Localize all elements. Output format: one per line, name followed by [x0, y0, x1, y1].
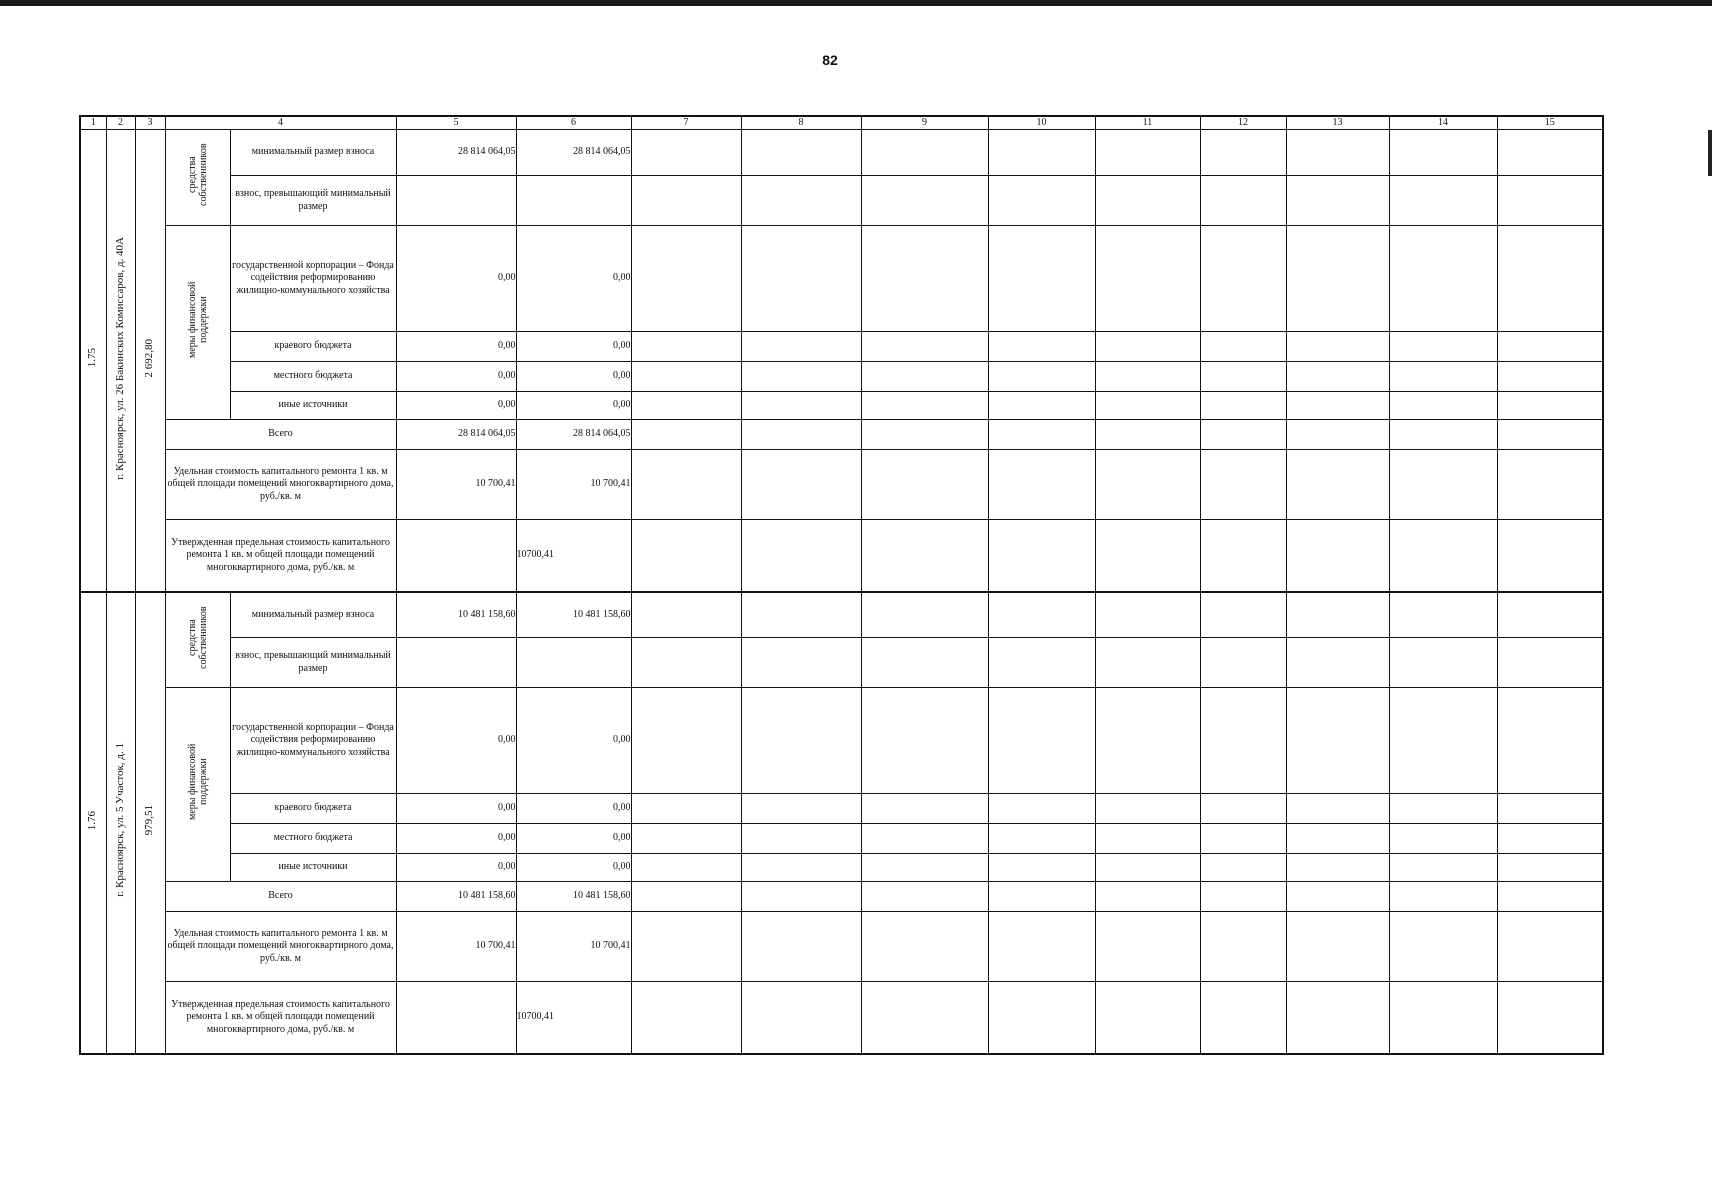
empty-cell [861, 226, 988, 332]
empty-cell [1200, 982, 1286, 1054]
empty-cell [1200, 332, 1286, 362]
empty-cell [741, 362, 861, 392]
value-col6: 10 481 158,60 [516, 592, 631, 638]
table-row [80, 332, 1603, 362]
empty-cell [988, 854, 1095, 882]
empty-cell [631, 638, 741, 688]
value-col6: 0,00 [516, 362, 631, 392]
empty-cell [631, 332, 741, 362]
table-row [80, 854, 1603, 882]
empty-cell [1200, 638, 1286, 688]
over-min-label: взнос, превышающий минимальный размер [230, 638, 396, 688]
empty-cell [1095, 450, 1200, 520]
empty-cell [1497, 638, 1603, 688]
support-group-cell [165, 688, 230, 882]
row-number: 1.75 [86, 348, 99, 368]
empty-cell [1286, 592, 1389, 638]
col-header: 2 [106, 116, 135, 130]
value-col6: 10700,41 [516, 520, 631, 592]
empty-cell [1286, 392, 1389, 420]
local-label: местного бюджета [230, 362, 396, 392]
empty-cell [988, 982, 1095, 1054]
value-col5: 0,00 [396, 362, 516, 392]
empty-cell [1497, 450, 1603, 520]
value-col5: 0,00 [396, 854, 516, 882]
empty-cell [1286, 362, 1389, 392]
support-group-label: меры финансовой поддержки [186, 744, 209, 821]
min-contribution-label: минимальный размер взноса [230, 130, 396, 176]
empty-cell [631, 854, 741, 882]
area-cell [135, 130, 165, 592]
empty-cell [861, 688, 988, 794]
value-col6: 0,00 [516, 824, 631, 854]
owners-group-label: средства собственников [186, 606, 209, 669]
empty-cell [988, 688, 1095, 794]
value-col6: 0,00 [516, 794, 631, 824]
empty-cell [1200, 854, 1286, 882]
empty-cell [1200, 226, 1286, 332]
unit-cost-label: Удельная стоимость капитального ремонта 1 кв. м общей площади помещений многоквартирного дома, руб./кв. м [165, 912, 396, 982]
value-col6: 10 700,41 [516, 450, 631, 520]
empty-cell [861, 794, 988, 824]
empty-cell [1286, 420, 1389, 450]
support-group-cell [165, 226, 230, 420]
table-row [80, 882, 1603, 912]
empty-cell [1095, 392, 1200, 420]
empty-cell [1497, 824, 1603, 854]
empty-cell [1286, 824, 1389, 854]
empty-cell [1389, 226, 1497, 332]
value-col6 [516, 638, 631, 688]
value-col5: 0,00 [396, 392, 516, 420]
value-col5: 10 700,41 [396, 912, 516, 982]
empty-cell [861, 392, 988, 420]
value-col5: 10 481 158,60 [396, 882, 516, 912]
column-number-row [80, 116, 1603, 130]
empty-cell [1095, 332, 1200, 362]
empty-cell [1095, 420, 1200, 450]
empty-cell [1389, 420, 1497, 450]
other-label: иные источники [230, 392, 396, 420]
empty-cell [1095, 130, 1200, 176]
empty-cell [1095, 882, 1200, 912]
empty-cell [741, 982, 861, 1054]
empty-cell [861, 176, 988, 226]
empty-cell [1286, 226, 1389, 332]
value-col6: 0,00 [516, 854, 631, 882]
empty-cell [1286, 982, 1389, 1054]
empty-cell [631, 392, 741, 420]
value-col6: 28 814 064,05 [516, 420, 631, 450]
empty-cell [1200, 912, 1286, 982]
empty-cell [1286, 854, 1389, 882]
col-header: 1 [80, 116, 106, 130]
empty-cell [741, 450, 861, 520]
block-2 [80, 592, 1603, 1054]
table-row [80, 592, 1603, 638]
empty-cell [631, 130, 741, 176]
empty-cell [1200, 176, 1286, 226]
empty-cell [1200, 592, 1286, 638]
empty-cell [1200, 450, 1286, 520]
empty-cell [1200, 882, 1286, 912]
empty-cell [1389, 130, 1497, 176]
row-number-cell [80, 592, 106, 1054]
unit-cost-label: Удельная стоимость капитального ремонта 1 кв. м общей площади помещений многоквартирного дома, руб./кв. м [165, 450, 396, 520]
table-row [80, 794, 1603, 824]
empty-cell [741, 392, 861, 420]
empty-cell [988, 420, 1095, 450]
empty-cell [1286, 912, 1389, 982]
table-row [80, 982, 1603, 1054]
empty-cell [1497, 520, 1603, 592]
empty-cell [1389, 176, 1497, 226]
empty-cell [1286, 688, 1389, 794]
empty-cell [741, 824, 861, 854]
other-label: иные источники [230, 854, 396, 882]
empty-cell [1497, 982, 1603, 1054]
value-col6: 10 700,41 [516, 912, 631, 982]
empty-cell [861, 520, 988, 592]
table-row [80, 450, 1603, 520]
empty-cell [861, 912, 988, 982]
empty-cell [1200, 688, 1286, 794]
col-header: 6 [516, 116, 631, 130]
empty-cell [741, 882, 861, 912]
empty-cell [741, 912, 861, 982]
empty-cell [631, 420, 741, 450]
empty-cell [861, 332, 988, 362]
area-cell [135, 592, 165, 1054]
col-header: 10 [988, 116, 1095, 130]
empty-cell [631, 912, 741, 982]
empty-cell [1497, 176, 1603, 226]
empty-cell [741, 226, 861, 332]
empty-cell [631, 824, 741, 854]
empty-cell [631, 176, 741, 226]
area-value: 979,51 [143, 805, 156, 836]
empty-cell [741, 854, 861, 882]
empty-cell [988, 638, 1095, 688]
scan-top-border [0, 0, 1712, 6]
value-col5 [396, 176, 516, 226]
empty-cell [988, 130, 1095, 176]
empty-cell [861, 824, 988, 854]
empty-cell [1095, 688, 1200, 794]
value-col6 [516, 176, 631, 226]
empty-cell [988, 882, 1095, 912]
empty-cell [1095, 226, 1200, 332]
regional-label: краевого бюджета [230, 794, 396, 824]
value-col5 [396, 982, 516, 1054]
empty-cell [1497, 854, 1603, 882]
empty-cell [1095, 854, 1200, 882]
empty-cell [741, 420, 861, 450]
empty-cell [988, 226, 1095, 332]
empty-cell [1095, 794, 1200, 824]
empty-cell [988, 176, 1095, 226]
value-col5: 0,00 [396, 824, 516, 854]
empty-cell [1389, 854, 1497, 882]
empty-cell [1200, 824, 1286, 854]
empty-cell [1095, 912, 1200, 982]
empty-cell [631, 688, 741, 794]
empty-cell [1389, 450, 1497, 520]
table-row [80, 226, 1603, 332]
col-header: 12 [1200, 116, 1286, 130]
page-number: 82 [822, 52, 838, 68]
owners-group-cell [165, 592, 230, 688]
empty-cell [1497, 392, 1603, 420]
empty-cell [1389, 912, 1497, 982]
empty-cell [631, 450, 741, 520]
empty-cell [861, 362, 988, 392]
table-row [80, 638, 1603, 688]
empty-cell [741, 130, 861, 176]
empty-cell [1095, 982, 1200, 1054]
state-corp-label: государственной корпорации – Фонда содействия реформированию жилищно-коммунального хозяйства [230, 226, 396, 332]
empty-cell [741, 638, 861, 688]
empty-cell [861, 854, 988, 882]
empty-cell [861, 638, 988, 688]
value-col5: 0,00 [396, 794, 516, 824]
empty-cell [861, 882, 988, 912]
empty-cell [1389, 638, 1497, 688]
empty-cell [1497, 912, 1603, 982]
empty-cell [631, 226, 741, 332]
empty-cell [861, 130, 988, 176]
empty-cell [1389, 824, 1497, 854]
empty-cell [1389, 362, 1497, 392]
row-number-cell [80, 130, 106, 592]
empty-cell [1200, 794, 1286, 824]
table-row [80, 392, 1603, 420]
empty-cell [988, 392, 1095, 420]
empty-cell [631, 882, 741, 912]
value-col6: 0,00 [516, 392, 631, 420]
value-col5: 28 814 064,05 [396, 420, 516, 450]
table-row [80, 912, 1603, 982]
value-col6: 0,00 [516, 688, 631, 794]
empty-cell [1095, 638, 1200, 688]
value-col6: 28 814 064,05 [516, 130, 631, 176]
empty-cell [1389, 332, 1497, 362]
empty-cell [1497, 362, 1603, 392]
empty-cell [741, 176, 861, 226]
col-header: 15 [1497, 116, 1603, 130]
empty-cell [1389, 982, 1497, 1054]
value-col6: 0,00 [516, 332, 631, 362]
empty-cell [988, 362, 1095, 392]
empty-cell [1497, 592, 1603, 638]
empty-cell [1389, 392, 1497, 420]
empty-cell [1497, 332, 1603, 362]
value-col5: 0,00 [396, 332, 516, 362]
empty-cell [1200, 362, 1286, 392]
empty-cell [988, 450, 1095, 520]
address-cell [106, 592, 135, 1054]
empty-cell [1095, 362, 1200, 392]
empty-cell [988, 520, 1095, 592]
empty-cell [861, 592, 988, 638]
empty-cell [1389, 592, 1497, 638]
max-cost-label: Утвержденная предельная стоимость капитального ремонта 1 кв. м общей площади помещений многоквартирного дома, руб./кв. м [165, 982, 396, 1054]
empty-cell [988, 332, 1095, 362]
empty-cell [861, 982, 988, 1054]
empty-cell [988, 592, 1095, 638]
col-header: 11 [1095, 116, 1200, 130]
col-header: 7 [631, 116, 741, 130]
table-row [80, 362, 1603, 392]
empty-cell [1200, 520, 1286, 592]
empty-cell [1095, 824, 1200, 854]
table-row [80, 824, 1603, 854]
empty-cell [1389, 520, 1497, 592]
value-col5: 0,00 [396, 688, 516, 794]
empty-cell [1286, 130, 1389, 176]
row-number: 1.76 [86, 810, 99, 830]
table-row [80, 176, 1603, 226]
empty-cell [1389, 794, 1497, 824]
empty-cell [1497, 794, 1603, 824]
empty-cell [1200, 392, 1286, 420]
empty-cell [1286, 882, 1389, 912]
empty-cell [1497, 130, 1603, 176]
col-header: 13 [1286, 116, 1389, 130]
address: г. Красноярск, ул. 5 Участок, д. 1 [113, 743, 126, 898]
area-value: 2 692,80 [143, 338, 156, 378]
empty-cell [1389, 882, 1497, 912]
min-contribution-label: минимальный размер взноса [230, 592, 396, 638]
max-cost-label: Утвержденная предельная стоимость капитального ремонта 1 кв. м общей площади помещений многоквартирного дома, руб./кв. м [165, 520, 396, 592]
empty-cell [1286, 794, 1389, 824]
empty-cell [1286, 520, 1389, 592]
over-min-label: взнос, превышающий минимальный размер [230, 176, 396, 226]
state-corp-label: государственной корпорации – Фонда содействия реформированию жилищно-коммунального хозяйства [230, 688, 396, 794]
value-col6: 10700,41 [516, 982, 631, 1054]
empty-cell [741, 592, 861, 638]
empty-cell [1389, 688, 1497, 794]
empty-cell [741, 688, 861, 794]
address-cell [106, 130, 135, 592]
value-col5: 0,00 [396, 226, 516, 332]
value-col5 [396, 520, 516, 592]
empty-cell [861, 420, 988, 450]
col-header: 14 [1389, 116, 1497, 130]
col-header: 8 [741, 116, 861, 130]
empty-cell [631, 520, 741, 592]
empty-cell [1497, 420, 1603, 450]
col-header: 9 [861, 116, 988, 130]
empty-cell [631, 592, 741, 638]
empty-cell [1095, 592, 1200, 638]
empty-cell [1497, 688, 1603, 794]
value-col5: 10 700,41 [396, 450, 516, 520]
block-1 [80, 130, 1603, 592]
empty-cell [741, 332, 861, 362]
empty-cell [1095, 520, 1200, 592]
empty-cell [1497, 226, 1603, 332]
owners-group-cell [165, 130, 230, 226]
empty-cell [631, 794, 741, 824]
empty-cell [741, 520, 861, 592]
empty-cell [988, 794, 1095, 824]
table-row [80, 420, 1603, 450]
table-row [80, 520, 1603, 592]
empty-cell [988, 912, 1095, 982]
value-col6: 0,00 [516, 226, 631, 332]
empty-cell [1095, 176, 1200, 226]
col-header: 3 [135, 116, 165, 130]
empty-cell [1286, 176, 1389, 226]
empty-cell [1286, 332, 1389, 362]
empty-cell [861, 450, 988, 520]
total-label: Всего [165, 882, 396, 912]
empty-cell [1286, 638, 1389, 688]
local-label: местного бюджета [230, 824, 396, 854]
table-row [80, 688, 1603, 794]
col-header: 5 [396, 116, 516, 130]
empty-cell [988, 824, 1095, 854]
total-label: Всего [165, 420, 396, 450]
empty-cell [1286, 450, 1389, 520]
empty-cell [741, 794, 861, 824]
owners-group-label: средства собственников [186, 143, 209, 207]
value-col6: 10 481 158,60 [516, 882, 631, 912]
empty-cell [1200, 420, 1286, 450]
capital-repair-table [79, 115, 1604, 1055]
empty-cell [1497, 882, 1603, 912]
value-col5: 28 814 064,05 [396, 130, 516, 176]
empty-cell [1200, 130, 1286, 176]
regional-label: краевого бюджета [230, 332, 396, 362]
empty-cell [631, 362, 741, 392]
address: г. Красноярск, ул. 26 Бакинских Комиссаров, д. 40А [113, 236, 126, 480]
table-row [80, 130, 1603, 176]
col-header: 4 [165, 116, 396, 130]
value-col5 [396, 638, 516, 688]
value-col5: 10 481 158,60 [396, 592, 516, 638]
empty-cell [631, 982, 741, 1054]
support-group-label: меры финансовой поддержки [186, 282, 209, 359]
scan-edge-mark [1708, 130, 1712, 176]
